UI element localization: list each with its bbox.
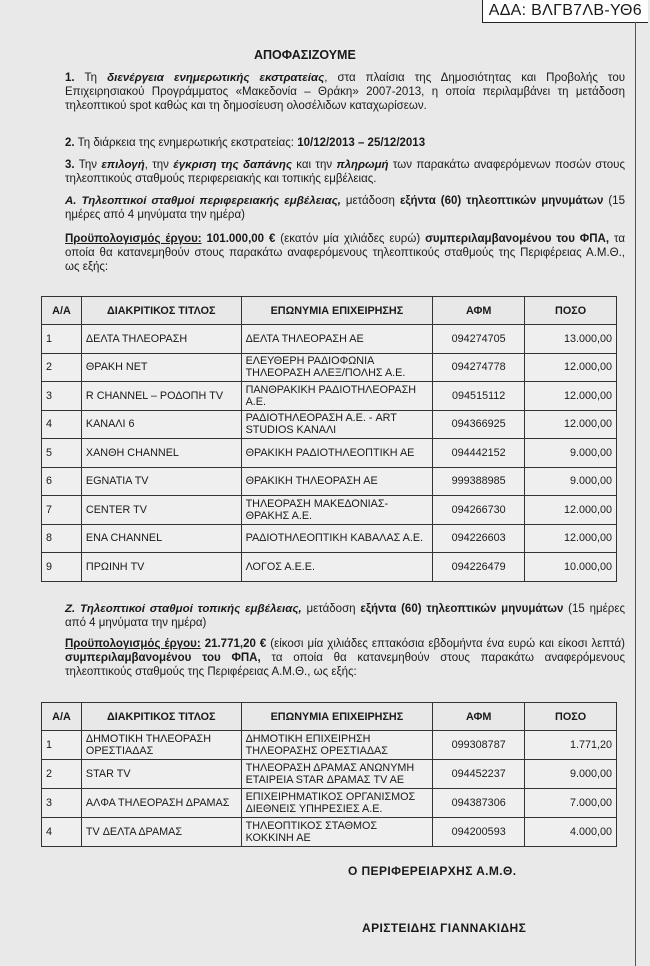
amount: 13.000,00 bbox=[525, 325, 617, 354]
section-z-budget-rest: τα οποία θα κατανεμηθούν στους παρακάτω αναφερόμενους τηλεοπτικούς σταθμούς της Περιφέρειας Α.Μ.Θ., ως εξής: bbox=[65, 652, 625, 679]
section-a-budget-words: (εκατόν μία χιλιάδες ευρώ) bbox=[275, 233, 426, 245]
amount: 9.000,00 bbox=[525, 760, 617, 789]
table-row bbox=[42, 353, 617, 382]
table-body bbox=[42, 731, 617, 847]
amount: 7.000,00 bbox=[525, 789, 617, 818]
column-header: ΔΙΑΚΡΙΤΙΚΟΣ ΤΙΤΛΟΣ bbox=[81, 703, 241, 731]
company-name: ΔΗΜΟΤΙΚΗ ΕΠΙΧΕΙΡΗΣΗ ΤΗΛΕΟΡΑΣΗΣ ΟΡΕΣΤΙΑΔΑΣ bbox=[241, 731, 433, 760]
p1-emphasis: διενέργεια ενημερωτικής εκστρατείας bbox=[107, 72, 325, 84]
p3-text-g: των παρακάτω αναφερόμενων ποσών στους τηλεοπτικούς σταθμούς περιφερειακής και τοπικής εμβέλειας. bbox=[65, 159, 626, 186]
row-index: 6 bbox=[42, 467, 82, 496]
table-row bbox=[42, 382, 617, 411]
paragraph-1 bbox=[65, 71, 625, 114]
tax-id: 099308787 bbox=[433, 731, 525, 760]
amount: 12.000,00 bbox=[525, 410, 617, 439]
section-z-title: Ζ. Τηλεοπτικοί σταθμοί τοπικής εμβέλειας, bbox=[65, 603, 302, 615]
column-header: Α/Α bbox=[42, 297, 82, 325]
row-index: 4 bbox=[42, 818, 82, 847]
table-row bbox=[42, 553, 617, 582]
p1-text-c: , στα πλαίσια της Δημοσιότητας και Προβολής του Επιχειρησιακού Προγράμματος «Μακεδονία – Θράκη» 2007-2013, η οποία περιλαμβάνει τη μετάδοση τηλεοπτικού spot καθώς και τη δημοσίευση ολοσέλιδων καταχωρίσεων. bbox=[65, 72, 625, 113]
row-index: 4 bbox=[42, 410, 82, 439]
table-row bbox=[42, 467, 617, 496]
section-a-budget-amount: 101.000,00 € bbox=[201, 233, 276, 245]
company-name: ΛΟΓΟΣ Α.Ε.Ε. bbox=[241, 553, 433, 582]
p3-text-a: Την bbox=[78, 159, 102, 171]
company-name: ΡΑΔΙΟΤΗΛΕΟΠΤΙΚΗ ΚΑΒΑΛΑΣ Α.Ε. bbox=[241, 524, 433, 553]
amount: 9.000,00 bbox=[525, 467, 617, 496]
company-name: ΤΗΛΕΟΠΤΙΚΟΣ ΣΤΑΘΜΟΣ ΚΟΚΚΙΝΗ ΑΕ bbox=[241, 818, 433, 847]
company-name: ΡΑΔΙΟΤΗΛΕΟΡΑΣΗ Α.Ε. - ART STUDIOS ΚΑΝΑΛΙ bbox=[241, 410, 433, 439]
tax-id: 094515112 bbox=[433, 382, 525, 411]
tax-id: 094266730 bbox=[433, 496, 525, 525]
p1-text-a: Τη bbox=[84, 72, 108, 84]
section-a-text-b: μετάδοση bbox=[340, 195, 400, 207]
row-index: 1 bbox=[42, 325, 82, 354]
column-header: ΑΦΜ bbox=[433, 703, 525, 731]
column-header: ΠΟΣΟ bbox=[525, 297, 617, 325]
section-a-budget-rest: τα οποία θα κατανεμηθούν στους παρακάτω αναφερόμενους τηλεοπτικούς σταθμούς της Περιφέρειας Α.Μ.Θ., ως εξής: bbox=[65, 233, 625, 274]
tax-id: 094274705 bbox=[433, 325, 525, 354]
tax-id: 999388985 bbox=[433, 467, 525, 496]
column-header: ΔΙΑΚΡΙΤΙΚΟΣ ΤΙΤΛΟΣ bbox=[81, 297, 241, 325]
section-a-budget bbox=[65, 232, 625, 275]
section-a-vat: συμπεριλαμβανομένου του ΦΠΑ, bbox=[425, 233, 610, 245]
company-name: ΤΗΛΕΟΡΑΣΗ ΜΑΚΕΔΟΝΙΑΣ-ΘΡΑΚΗΣ Α.Ε. bbox=[241, 496, 433, 525]
station-title: ΧΑΝΘΗ CHANNEL bbox=[81, 439, 241, 468]
tax-id: 094274778 bbox=[433, 353, 525, 382]
station-title: ΔΗΜΟΤΙΚΗ ΤΗΛΕΟΡΑΣΗ ΟΡΕΣΤΙΑΔΑΣ bbox=[81, 731, 241, 760]
amount: 10.000,00 bbox=[525, 553, 617, 582]
table-row bbox=[42, 439, 617, 468]
row-index: 7 bbox=[42, 496, 82, 525]
station-title: ENA CHANNEL bbox=[81, 524, 241, 553]
column-header: ΑΦΜ bbox=[433, 297, 525, 325]
table-row bbox=[42, 818, 617, 847]
p3-payment: πληρωμή bbox=[336, 159, 389, 171]
column-header: ΕΠΩΝΥΜΙΑ ΕΠΙΧΕΙΡΗΣΗΣ bbox=[241, 703, 433, 731]
tax-id: 094226479 bbox=[433, 553, 525, 582]
local-stations-table bbox=[41, 702, 617, 847]
tax-id: 094200593 bbox=[433, 818, 525, 847]
paragraph-2 bbox=[65, 136, 625, 150]
ada-code: ΑΔΑ: ΒΛΓΒ7ΛΒ-ΥΘ6 bbox=[482, 0, 648, 23]
tax-id: 094226603 bbox=[433, 524, 525, 553]
p3-approval: έγκριση της δαπάνης bbox=[173, 159, 292, 171]
section-a-budget-label: Προϋπολογισμός έργου: bbox=[65, 233, 202, 245]
tax-id: 094387306 bbox=[433, 789, 525, 818]
amount: 9.000,00 bbox=[525, 439, 617, 468]
section-a-text-d: (15 ημέρες από 4 μηνύματα την ημέρα) bbox=[65, 195, 625, 222]
company-name: ΘΡΑΚΙΚΗ ΤΗΛΕΟΡΑΣΗ ΑΕ bbox=[241, 467, 433, 496]
amount: 12.000,00 bbox=[525, 382, 617, 411]
section-z-heading bbox=[65, 602, 625, 630]
section-z-count: εξήντα (60) τηλεοπτικών μηνυμάτων bbox=[360, 603, 564, 615]
station-title: ΑΛΦΑ ΤΗΛΕΟΡΑΣΗ ΔΡΑΜΑΣ bbox=[81, 789, 241, 818]
amount: 12.000,00 bbox=[525, 524, 617, 553]
signature-role: Ο ΠΕΡΙΦΕΡΕΙΑΡΧΗΣ Α.Μ.Θ. bbox=[348, 864, 517, 878]
column-header: ΠΟΣΟ bbox=[525, 703, 617, 731]
tax-id: 094442152 bbox=[433, 439, 525, 468]
decision-title: ΑΠΟΦΑΣΙΖΟΥΜΕ bbox=[254, 48, 356, 62]
station-title: ΠΡΩΙΝΗ TV bbox=[81, 553, 241, 582]
p3-text-c: , την bbox=[144, 159, 174, 171]
company-name: ΠΑΝΘΡΑΚΙΚΗ ΡΑΔΙΟΤΗΛΕΟΡΑΣΗ Α.Ε. bbox=[241, 382, 433, 411]
row-index: 2 bbox=[42, 353, 82, 382]
company-name: ΘΡΑΚΙΚΗ ΡΑΔΙΟΤΗΛΕΟΠΤΙΚΗ ΑΕ bbox=[241, 439, 433, 468]
station-title: STAR TV bbox=[81, 760, 241, 789]
company-name: ΕΠΙΧΕΙΡΗΜΑΤΙΚΟΣ ΟΡΓΑΝΙΣΜΟΣ ΔΙΕΘΝΕΙΣ ΥΠΗΡΕΣΙΕΣ Α.Ε. bbox=[241, 789, 433, 818]
amount: 1.771,20 bbox=[525, 731, 617, 760]
table-row bbox=[42, 325, 617, 354]
station-title: ΚΑΝΑΛΙ 6 bbox=[81, 410, 241, 439]
paragraph-3 bbox=[65, 158, 625, 186]
table-row bbox=[42, 496, 617, 525]
section-z-budget-words: (είκοσι μία χιλιάδες επτακόσια εβδομήντα ένα ευρώ και είκοσι λεπτά) bbox=[266, 638, 625, 650]
section-z-budget-label: Προϋπολογισμός έργου: bbox=[65, 638, 201, 650]
amount: 12.000,00 bbox=[525, 496, 617, 525]
column-header: Α/Α bbox=[42, 703, 82, 731]
station-title: TV ΔΕΛΤΑ ΔΡΑΜΑΣ bbox=[81, 818, 241, 847]
table-row bbox=[42, 524, 617, 553]
section-a-title: Α. Τηλεοπτικοί σταθμοί περιφερειακής εμβέλειας, bbox=[65, 195, 341, 207]
p3-selection: επιλογή bbox=[101, 159, 145, 171]
p2-number: 2. bbox=[65, 137, 75, 149]
section-z-budget bbox=[65, 637, 625, 680]
section-z-text-d: (15 ημέρες από 4 μηνύματα την ημέρα) bbox=[65, 603, 625, 630]
station-title: ΔΕΛΤΑ ΤΗΛΕΟΡΑΣΗ bbox=[81, 325, 241, 354]
row-index: 3 bbox=[42, 789, 82, 818]
p3-number: 3. bbox=[65, 159, 75, 171]
section-a-heading bbox=[65, 194, 625, 222]
table-row bbox=[42, 789, 617, 818]
p1-number: 1. bbox=[65, 72, 75, 84]
section-z-vat: συμπεριλαμβανομένου του ΦΠΑ, bbox=[65, 652, 261, 665]
column-header: ΕΠΩΝΥΜΙΑ ΕΠΙΧΕΙΡΗΣΗΣ bbox=[241, 297, 433, 325]
row-index: 8 bbox=[42, 524, 82, 553]
row-index: 3 bbox=[42, 382, 82, 411]
station-title: EGNATIA TV bbox=[81, 467, 241, 496]
company-name: ΔΕΛΤΑ ΤΗΛΕΟΡΑΣΗ ΑΕ bbox=[241, 325, 433, 354]
tax-id: 094452237 bbox=[433, 760, 525, 789]
table-row bbox=[42, 760, 617, 789]
signature-name: ΑΡΙΣΤΕΙΔΗΣ ΓΙΑΝΝΑΚΙΔΗΣ bbox=[362, 921, 527, 935]
row-index: 1 bbox=[42, 731, 82, 760]
table-row bbox=[42, 410, 617, 439]
amount: 4.000,00 bbox=[525, 818, 617, 847]
page-edge-rule bbox=[635, 22, 636, 966]
table-header-row bbox=[42, 297, 617, 325]
row-index: 9 bbox=[42, 553, 82, 582]
company-name: ΤΗΛΕΟΡΑΣΗ ΔΡΑΜΑΣ ΑΝΩΝΥΜΗ ΕΤΑΙΡΕΙΑ STAR ΔΡΑΜΑΣ TV AE bbox=[241, 760, 433, 789]
table-header-row bbox=[42, 703, 617, 731]
section-z-budget-amount: 21.771,20 € bbox=[200, 638, 267, 650]
section-z-text-b: μετάδοση bbox=[301, 603, 361, 615]
row-index: 5 bbox=[42, 439, 82, 468]
p3-text-e: και την bbox=[291, 159, 337, 171]
tax-id: 094366925 bbox=[433, 410, 525, 439]
row-index: 2 bbox=[42, 760, 82, 789]
station-title: CENTER TV bbox=[81, 496, 241, 525]
p2-dates: 10/12/2013 – 25/12/2013 bbox=[297, 137, 426, 149]
regional-stations-table bbox=[41, 296, 617, 582]
amount: 12.000,00 bbox=[525, 353, 617, 382]
section-a-count: εξήντα (60) τηλεοπτικών μηνυμάτων bbox=[399, 195, 604, 207]
table-body bbox=[42, 325, 617, 582]
company-name: ΕΛΕΥΘΕΡΗ ΡΑΔΙΟΦΩΝΙΑ ΤΗΛΕΟΡΑΣΗ ΑΛΕΞ/ΠΟΛΗΣ Α.Ε. bbox=[241, 353, 433, 382]
p2-text: Τη διάρκεια της ενημερωτικής εκστρατείας: bbox=[77, 137, 298, 149]
station-title: R CHANNEL – ΡΟΔΟΠΗ TV bbox=[81, 382, 241, 411]
station-title: ΘΡΑΚΗ NET bbox=[81, 353, 241, 382]
table-row bbox=[42, 731, 617, 760]
